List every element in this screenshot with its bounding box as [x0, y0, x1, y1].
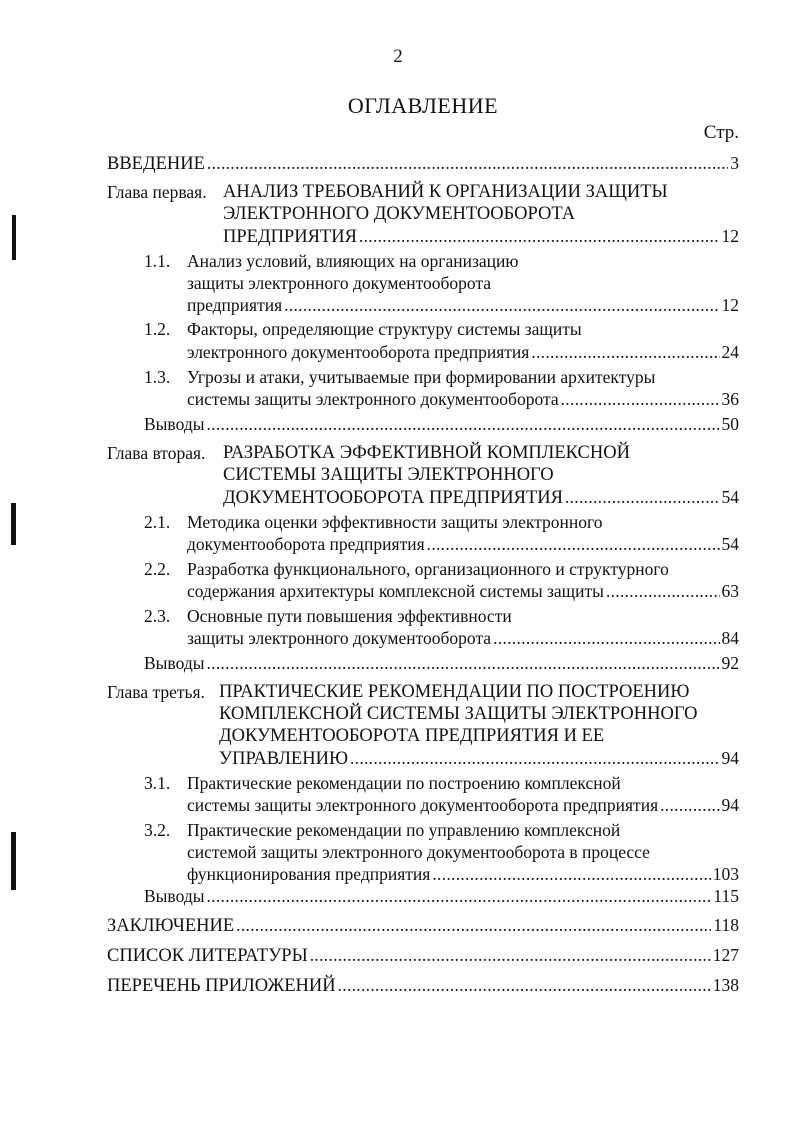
- chapter-title-line[interactable]: СИСТЕМЫ ЗАЩИТЫ ЭЛЕКТРОННОГО: [223, 465, 554, 485]
- toc-page-number: 115: [713, 886, 739, 906]
- section-title-line[interactable]: Угрозы и атаки, учитываемые при формировании архитектуры: [187, 367, 656, 387]
- section-title-line[interactable]: Основные пути повышения эффективности: [187, 606, 512, 626]
- toc-page-number: 24: [721, 342, 739, 362]
- toc-entry-1-2[interactable]: [187, 341, 739, 363]
- toc-entry-2-1[interactable]: [187, 533, 739, 555]
- toc-page-number: 12: [721, 226, 739, 246]
- section-title-line: защиты электронного документооборота: [187, 628, 492, 648]
- chapter-label: Глава первая.: [107, 182, 207, 202]
- dot-leader: [432, 863, 710, 885]
- toc-entry-appendices[interactable]: [107, 974, 739, 997]
- scan-mark: [11, 832, 16, 890]
- toc-entry-title: Выводы: [144, 653, 205, 673]
- dot-leader: [427, 533, 720, 555]
- toc-entry-1-1[interactable]: [187, 294, 739, 316]
- section-title-line[interactable]: Методика оценки эффективности защиты электронного: [187, 512, 603, 532]
- toc-entry-conclusion[interactable]: [107, 914, 739, 937]
- dot-leader: [561, 388, 720, 410]
- chapter-title-line[interactable]: ДОКУМЕНТООБОРОТА ПРЕДПРИЯТИЯ И ЕЕ: [219, 726, 605, 746]
- scan-mark: [11, 503, 16, 545]
- dot-leader: [310, 944, 711, 966]
- chapter-title-line[interactable]: ЭЛЕКТРОННОГО ДОКУМЕНТООБОРОТА: [223, 204, 576, 224]
- toc-page-number: 94: [721, 795, 739, 815]
- toc-page-number: 92: [721, 653, 739, 673]
- section-number: 2.3.: [144, 606, 171, 626]
- toc-entry-2-3[interactable]: [187, 627, 739, 649]
- chapter-label: Глава третья.: [107, 682, 205, 702]
- dot-leader: [531, 341, 719, 363]
- section-title-line: системы защиты электронного документооборота предприятия: [187, 795, 659, 815]
- section-title-line: документооборота предприятия: [187, 534, 425, 554]
- chapter-title-line[interactable]: АНАЛИЗ ТРЕБОВАНИЙ К ОРГАНИЗАЦИИ ЗАЩИТЫ: [223, 182, 668, 202]
- toc-page-number: 3: [730, 153, 739, 173]
- dot-leader: [284, 294, 719, 316]
- dot-leader: [206, 413, 719, 435]
- section-title-line[interactable]: Факторы, определяющие структуру системы защиты: [187, 319, 582, 339]
- dot-leader: [606, 580, 720, 602]
- toc-entry-title: ВВЕДЕНИЕ: [107, 154, 205, 174]
- section-title-line[interactable]: Практические рекомендации по построению комплексной: [187, 773, 621, 793]
- section-title-line[interactable]: Практические рекомендации по управлению комплексной: [187, 820, 621, 840]
- dot-leader: [207, 152, 728, 174]
- page-column-label: Стр.: [703, 122, 739, 143]
- toc-page-number: 54: [721, 534, 739, 554]
- chapter-title-line: ПРЕДПРИЯТИЯ: [223, 227, 357, 247]
- chapter-title-line: УПРАВЛЕНИЮ: [219, 749, 348, 769]
- toc-entry-2-2[interactable]: [187, 580, 739, 602]
- toc-entry-ch1[interactable]: [223, 225, 739, 248]
- section-number: 2.2.: [144, 559, 171, 579]
- chapter-title-line[interactable]: РАЗРАБОТКА ЭФФЕКТИВНОЙ КОМПЛЕКСНОЙ: [223, 443, 630, 463]
- chapter-label: Глава вторая.: [107, 443, 206, 463]
- dot-leader: [206, 652, 719, 674]
- section-number: 2.1.: [144, 512, 171, 532]
- toc-entry-conclusions-1[interactable]: [144, 413, 739, 435]
- dot-leader: [493, 627, 719, 649]
- section-title-line: предприятия: [187, 295, 283, 315]
- toc-page-number: 12: [721, 295, 739, 315]
- dot-leader: [206, 885, 711, 907]
- dot-leader: [350, 747, 720, 769]
- section-title-line: функционирования предприятия: [187, 864, 431, 884]
- section-number: 3.1.: [144, 773, 171, 793]
- toc-entry-conclusions-3[interactable]: [144, 885, 739, 907]
- section-title-line[interactable]: системой защиты электронного документооборота в процессе: [187, 842, 650, 862]
- section-title-line: содержания архитектуры комплексной системы защиты: [187, 581, 604, 601]
- section-title-line: электронного документооборота предприятия: [187, 342, 530, 362]
- toc-page-number: 50: [721, 414, 739, 434]
- chapter-title-line[interactable]: ПРАКТИЧЕСКИЕ РЕКОМЕНДАЦИИ ПО ПОСТРОЕНИЮ: [219, 682, 690, 702]
- toc-entry-title: Выводы: [144, 414, 205, 434]
- toc-entry-title: ПЕРЕЧЕНЬ ПРИЛОЖЕНИЙ: [107, 976, 336, 996]
- section-number: 1.2.: [144, 319, 171, 339]
- toc-entry-3-1[interactable]: [187, 794, 739, 816]
- chapter-title-line[interactable]: КОМПЛЕКСНОЙ СИСТЕМЫ ЗАЩИТЫ ЭЛЕКТРОННОГО: [219, 704, 698, 724]
- toc-entry-ch2[interactable]: [223, 486, 739, 509]
- section-number: 1.1.: [144, 251, 171, 271]
- toc-entry-literature[interactable]: [107, 944, 739, 967]
- toc-entry-conclusions-2[interactable]: [144, 652, 739, 674]
- toc-entry-title: СПИСОК ЛИТЕРАТУРЫ: [107, 946, 308, 966]
- toc-page-number: 36: [721, 389, 739, 409]
- toc-entry-3-2[interactable]: [187, 863, 739, 885]
- toc-page-number: 94: [721, 748, 739, 768]
- toc-entry-intro[interactable]: [107, 152, 739, 175]
- toc-entry-title: ЗАКЛЮЧЕНИЕ: [107, 916, 235, 936]
- toc-page-number: 127: [712, 945, 739, 965]
- toc-page-number: 103: [712, 864, 739, 884]
- section-number: 3.2.: [144, 820, 171, 840]
- section-title-line[interactable]: Разработка функционального, организационного и структурного: [187, 559, 669, 579]
- section-title-line: системы защиты электронного документооборота: [187, 389, 559, 409]
- dot-leader: [359, 225, 720, 247]
- toc-entry-ch3[interactable]: [219, 747, 739, 770]
- dot-leader: [565, 486, 720, 508]
- toc-title: ОГЛАВЛЕНИЕ: [347, 93, 499, 118]
- dot-leader: [236, 914, 711, 936]
- toc-page-number: 54: [721, 487, 739, 507]
- page-number: 2: [393, 46, 403, 67]
- toc-entry-title: Выводы: [144, 886, 205, 906]
- toc-page-number: 118: [713, 915, 739, 935]
- section-title-line[interactable]: защиты электронного документооборота: [187, 273, 492, 293]
- dot-leader: [338, 974, 711, 996]
- section-number: 1.3.: [144, 367, 171, 387]
- section-title-line[interactable]: Анализ условий, влияющих на организацию: [187, 251, 519, 271]
- chapter-title-line: ДОКУМЕНТООБОРОТА ПРЕДПРИЯТИЯ: [223, 488, 563, 508]
- toc-page-number: 63: [721, 581, 739, 601]
- toc-page-number: 84: [721, 628, 739, 648]
- scan-mark: [12, 215, 16, 260]
- toc-entry-1-3[interactable]: [187, 388, 739, 410]
- dot-leader: [660, 794, 719, 816]
- toc-page-number: 138: [712, 975, 739, 995]
